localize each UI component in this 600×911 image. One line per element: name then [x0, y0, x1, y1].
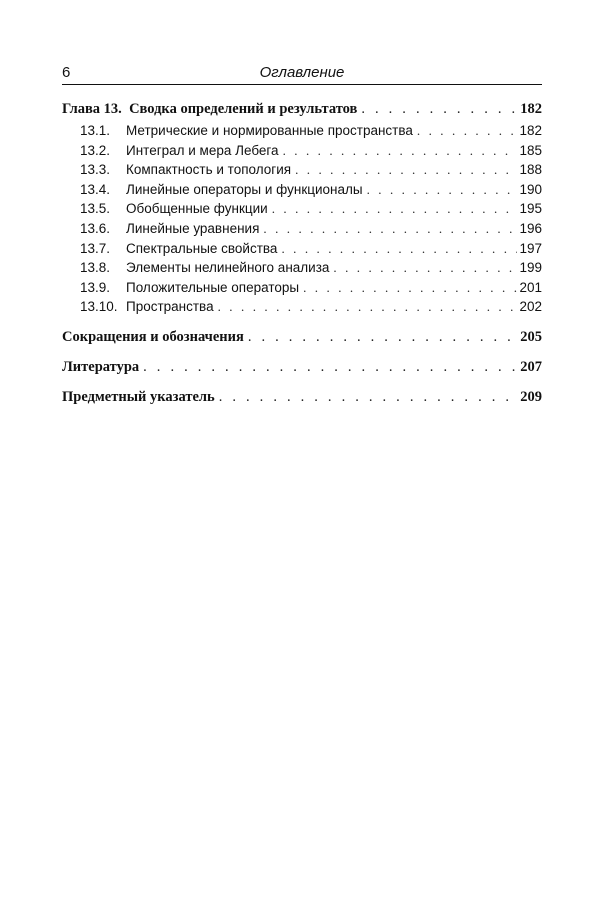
toc-section-13-8[interactable]	[62, 260, 542, 280]
toc-leader-dots	[303, 280, 517, 296]
toc-section-title: Компактность и топология	[126, 162, 292, 178]
toc-section-number: 13.8.	[80, 260, 111, 276]
toc-chapter-title	[62, 101, 361, 118]
toc-leader-dots	[333, 260, 517, 276]
toc-section-13-9[interactable]	[62, 280, 542, 300]
toc-section-number: 13.2.	[80, 142, 111, 158]
toc-section-13-4[interactable]	[62, 182, 542, 202]
toc-section-title: Спектральные свойства	[126, 240, 278, 256]
toc-leader-dots	[361, 101, 518, 118]
toc-leader-dots	[218, 299, 518, 315]
toc-section-title: Линейные операторы и функционалы	[126, 181, 363, 197]
toc-page-number: 205	[520, 328, 542, 345]
toc-leader-dots	[281, 241, 517, 257]
toc-section-number: 13.10.	[80, 299, 118, 315]
toc-page-number: 207	[520, 358, 542, 375]
toc-section-13-7[interactable]	[62, 241, 542, 261]
toc-page-number: 185	[519, 142, 542, 158]
toc-leader-dots	[143, 359, 518, 376]
toc-section-13-3[interactable]	[62, 162, 542, 182]
toc-leader-dots	[263, 221, 517, 237]
toc-leader-dots	[295, 162, 517, 178]
toc-section-title: Линейные уравнения	[126, 220, 260, 236]
page-header	[62, 64, 542, 85]
toc-page-number: 195	[519, 201, 542, 217]
toc-section-number: 13.7.	[80, 240, 111, 256]
toc-leader-dots	[272, 201, 518, 217]
toc-subject-index[interactable]	[62, 389, 542, 411]
toc-section-13-1[interactable]	[62, 123, 542, 143]
toc-leader-dots	[283, 143, 518, 159]
toc-leader-dots	[248, 329, 518, 346]
toc-leader-dots	[417, 123, 518, 139]
toc-page-number: 202	[519, 299, 542, 315]
toc-chapter-label: Глава 13.	[62, 101, 122, 117]
toc-section-number: 13.5.	[80, 201, 111, 217]
toc-page-number: 196	[519, 220, 542, 236]
toc-page-number: 188	[519, 162, 542, 178]
toc-chapter-name: Сводка определений и результатов	[129, 101, 358, 117]
toc-section-13-2[interactable]	[62, 143, 542, 163]
toc-page-number: 201	[519, 279, 542, 295]
toc-chapter-13[interactable]	[62, 101, 542, 123]
toc-page-number: 182	[519, 123, 542, 138]
toc-page-number: 209	[520, 388, 542, 405]
toc-section-title: Элементы нелинейного анализа	[126, 260, 330, 276]
toc-section-number: 13.3.	[80, 162, 111, 178]
toc-section-13-6[interactable]	[62, 221, 542, 241]
toc-page-number: 182	[520, 101, 542, 117]
toc-page-number: 190	[519, 181, 542, 197]
page-number: 6	[62, 64, 71, 81]
running-head: Оглавление	[259, 64, 345, 81]
toc-entry-title: Литература	[62, 358, 140, 375]
toc-section-title: Обобщенные функции	[126, 201, 268, 217]
toc-section-title: Положительные операторы	[126, 279, 300, 295]
toc-page-number: 199	[519, 260, 542, 276]
toc-entry-title: Сокращения и обозначения	[62, 328, 244, 345]
toc-section-number: 13.9.	[80, 279, 111, 295]
toc-section-title: Пространства	[126, 299, 214, 315]
toc-abbreviations[interactable]	[62, 329, 542, 351]
toc-section-number: 13.6.	[80, 220, 111, 236]
toc-section-13-10[interactable]	[62, 299, 542, 319]
table-of-contents	[62, 101, 542, 411]
toc-section-number: 13.4.	[80, 181, 111, 197]
toc-entry-title: Предметный указатель	[62, 388, 215, 405]
toc-leader-dots	[367, 182, 518, 198]
toc-bibliography[interactable]	[62, 359, 542, 381]
toc-section-title: Интеграл и мера Лебега	[126, 142, 279, 158]
toc-page-number: 197	[519, 240, 542, 256]
toc-section-13-5[interactable]	[62, 201, 542, 221]
toc-section-title: Метрические и нормированные пространства	[126, 123, 413, 138]
toc-section-number: 13.1.	[80, 123, 111, 138]
toc-leader-dots	[219, 389, 519, 406]
